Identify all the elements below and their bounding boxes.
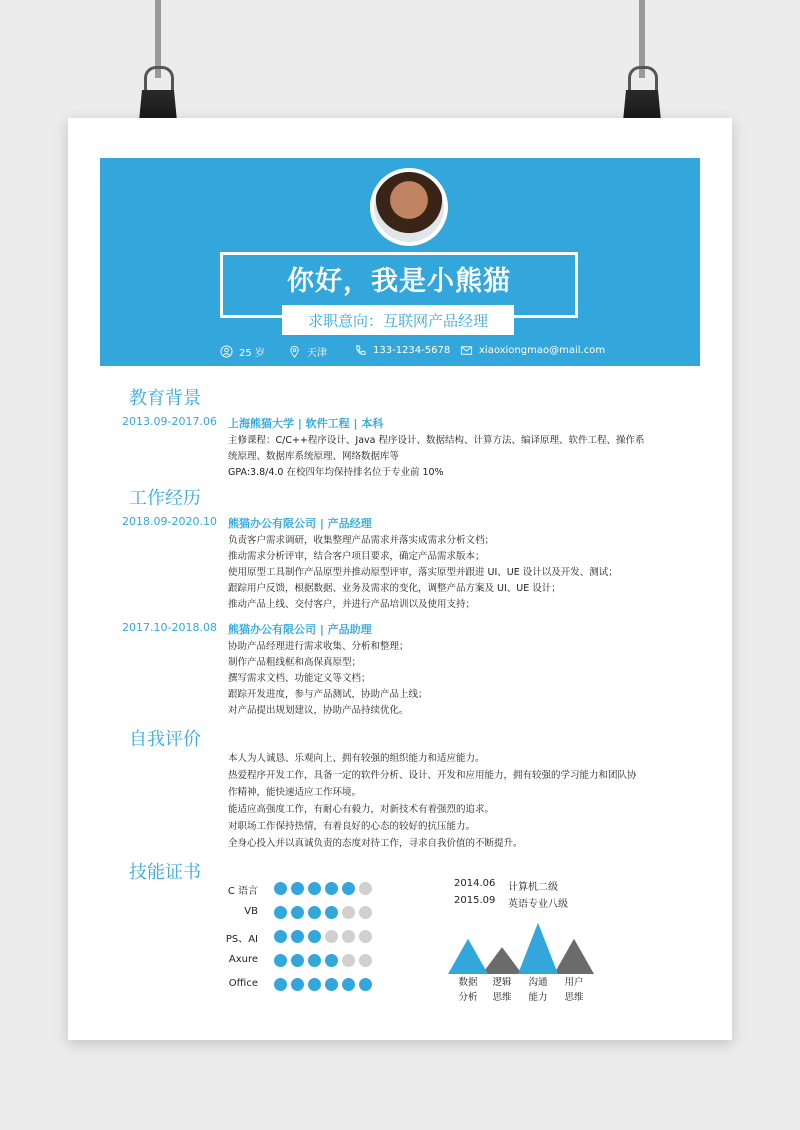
ability-label: 数据 分析 <box>458 977 478 1003</box>
skill-label: PS、AI <box>225 934 258 945</box>
skill-dots <box>274 930 372 943</box>
job-duty: 跟踪用户反馈，根据数据、业务及需求的变化，调整产品方案及 UI、UE 设计； <box>228 583 561 594</box>
binder-clip-right <box>622 0 662 135</box>
skill-dot-empty <box>359 906 372 919</box>
contact-phone <box>354 344 450 357</box>
skill-dot-filled <box>308 906 321 919</box>
skill-dot-filled <box>291 978 304 991</box>
section-title-self: 自我评价 <box>129 729 201 750</box>
skill-dot-filled <box>359 978 372 991</box>
self-line: 本人为人诚恳、乐观向上、拥有较强的组织能力和适应能力。 <box>228 753 485 764</box>
resume-name: 你好，我是小熊猫 <box>287 265 511 297</box>
skill-dot-filled <box>308 930 321 943</box>
avatar <box>370 168 448 246</box>
education-line: GPA:3.8/4.0 在校四年均保持排名位于专业前 10% <box>228 467 444 478</box>
ability-triangle <box>554 939 594 974</box>
person-icon <box>220 345 233 358</box>
job-duty: 对产品提出规划建议，协助产品持续优化。 <box>228 705 409 716</box>
contact-city <box>288 344 327 359</box>
section-title-work: 工作经历 <box>129 488 201 509</box>
phone-text: 133-1234-5678 <box>373 345 451 356</box>
ability-triangles <box>442 908 602 978</box>
skill-dot-empty <box>359 882 372 895</box>
self-line: 对职场工作保持热情，有着良好的心态的较好的抗压能力。 <box>228 821 476 832</box>
skill-dots <box>274 954 372 967</box>
skill-dot-filled <box>342 978 355 991</box>
skill-dot-filled <box>291 882 304 895</box>
phone-icon <box>354 344 367 357</box>
location-pin-icon <box>288 345 301 358</box>
job-duty: 协助产品经理进行需求收集、分析和整理； <box>228 641 409 652</box>
ability-triangle <box>518 923 558 974</box>
skill-dot-empty <box>325 930 338 943</box>
skill-dot-filled <box>325 978 338 991</box>
job-duty: 撰写需求文档、功能定义等文档； <box>228 673 371 684</box>
contact-age <box>220 344 265 359</box>
job-date: 2017.10-2018.08 <box>122 621 217 634</box>
skill-dot-filled <box>291 906 304 919</box>
self-line: 作精神，能快速适应工作环境。 <box>228 787 362 798</box>
skill-dot-filled <box>291 930 304 943</box>
skill-dot-filled <box>274 882 287 895</box>
skill-dot-empty <box>359 954 372 967</box>
skill-dot-filled <box>274 954 287 967</box>
skill-dots <box>274 978 372 991</box>
resume-header <box>100 158 700 366</box>
skill-label: Axure <box>228 954 258 965</box>
cert-name: 英语专业八级 <box>508 899 568 910</box>
job-duty: 负责客户需求调研，收集整理产品需求并落实成需求分析文档； <box>228 535 495 546</box>
contact-bar <box>100 344 700 364</box>
job-duty: 跟踪开发进度，参与产品测试，协助产品上线； <box>228 689 428 700</box>
skill-dots <box>274 882 372 895</box>
ability-label: 逻辑 思维 <box>492 977 512 1003</box>
skill-dot-filled <box>291 954 304 967</box>
education-date: 2013.09-2017.06 <box>122 415 217 428</box>
skill-dot-empty <box>342 954 355 967</box>
job-company: 熊猫办公有限公司 | 产品助理 <box>228 623 372 636</box>
skill-dot-filled <box>325 906 338 919</box>
education-line: 统原理、数据库系统原理、网络数据库等 <box>228 451 400 462</box>
skill-label: VB <box>244 906 258 917</box>
contact-email <box>460 344 605 357</box>
skill-dot-filled <box>274 906 287 919</box>
ability-label: 用户 思维 <box>564 977 584 1003</box>
job-duty: 推动产品上线、交付客户，并进行产品培训以及使用支持； <box>228 599 476 610</box>
skill-label: C 语言 <box>227 886 258 897</box>
self-line: 热爱程序开发工作，具备一定的软件分析、设计、开发和应用能力，拥有较强的学习能力和团队协 <box>228 770 637 781</box>
cert-date: 2015.09 <box>454 895 496 906</box>
section-title-skills: 技能证书 <box>129 862 201 883</box>
skill-dot-filled <box>325 954 338 967</box>
skill-dot-filled <box>308 954 321 967</box>
job-company: 熊猫办公有限公司 | 产品经理 <box>228 517 372 530</box>
skill-dot-empty <box>359 930 372 943</box>
job-date: 2018.09-2020.10 <box>122 515 217 528</box>
job-duty: 推动需求分析评审，结合客户项目要求，确定产品需求版本； <box>228 551 485 562</box>
self-line: 能适应高强度工作，有耐心有毅力，对新技术有着强烈的追求。 <box>228 804 495 815</box>
skill-dot-empty <box>342 930 355 943</box>
self-line: 全身心投入并以真诚负责的态度对待工作，寻求自我价值的不断提升。 <box>228 838 523 849</box>
cert-name: 计算机二级 <box>508 882 558 893</box>
ability-triangle <box>448 939 488 974</box>
education-line: 主修课程：C/C++程序设计、Java 程序设计、数据结构、计算方法、编译原理、软件工程、操作系 <box>228 435 645 446</box>
skill-dot-filled <box>274 930 287 943</box>
section-title-education: 教育背景 <box>129 388 201 409</box>
skill-dot-filled <box>308 978 321 991</box>
skill-dot-filled <box>342 882 355 895</box>
cert-date: 2014.06 <box>454 878 496 889</box>
resume-page <box>68 118 732 1040</box>
job-duty: 制作产品粗线框和高保真原型； <box>228 657 362 668</box>
ability-label: 沟通 能力 <box>528 977 548 1003</box>
skill-dot-filled <box>274 978 287 991</box>
city-text: 天津 <box>307 348 327 359</box>
skill-dot-empty <box>342 906 355 919</box>
job-duty: 使用原型工具制作产品原型并推动原型评审，落实原型并跟进 UI、UE 设计以及开发、测试； <box>228 567 618 578</box>
age-text: 25 岁 <box>239 348 265 359</box>
ability-triangle <box>482 947 522 974</box>
email-text: xiaoxiongmao@mail.com <box>479 345 606 356</box>
skill-dots <box>274 906 372 919</box>
skill-dot-filled <box>308 882 321 895</box>
binder-clip-left <box>138 0 178 135</box>
mail-icon <box>460 344 473 357</box>
skill-dot-filled <box>325 882 338 895</box>
skill-label: Office <box>228 978 258 989</box>
education-school: 上海熊猫大学 | 软件工程 | 本科 <box>228 417 384 430</box>
job-intent: 求职意向：互联网产品经理 <box>282 305 514 335</box>
